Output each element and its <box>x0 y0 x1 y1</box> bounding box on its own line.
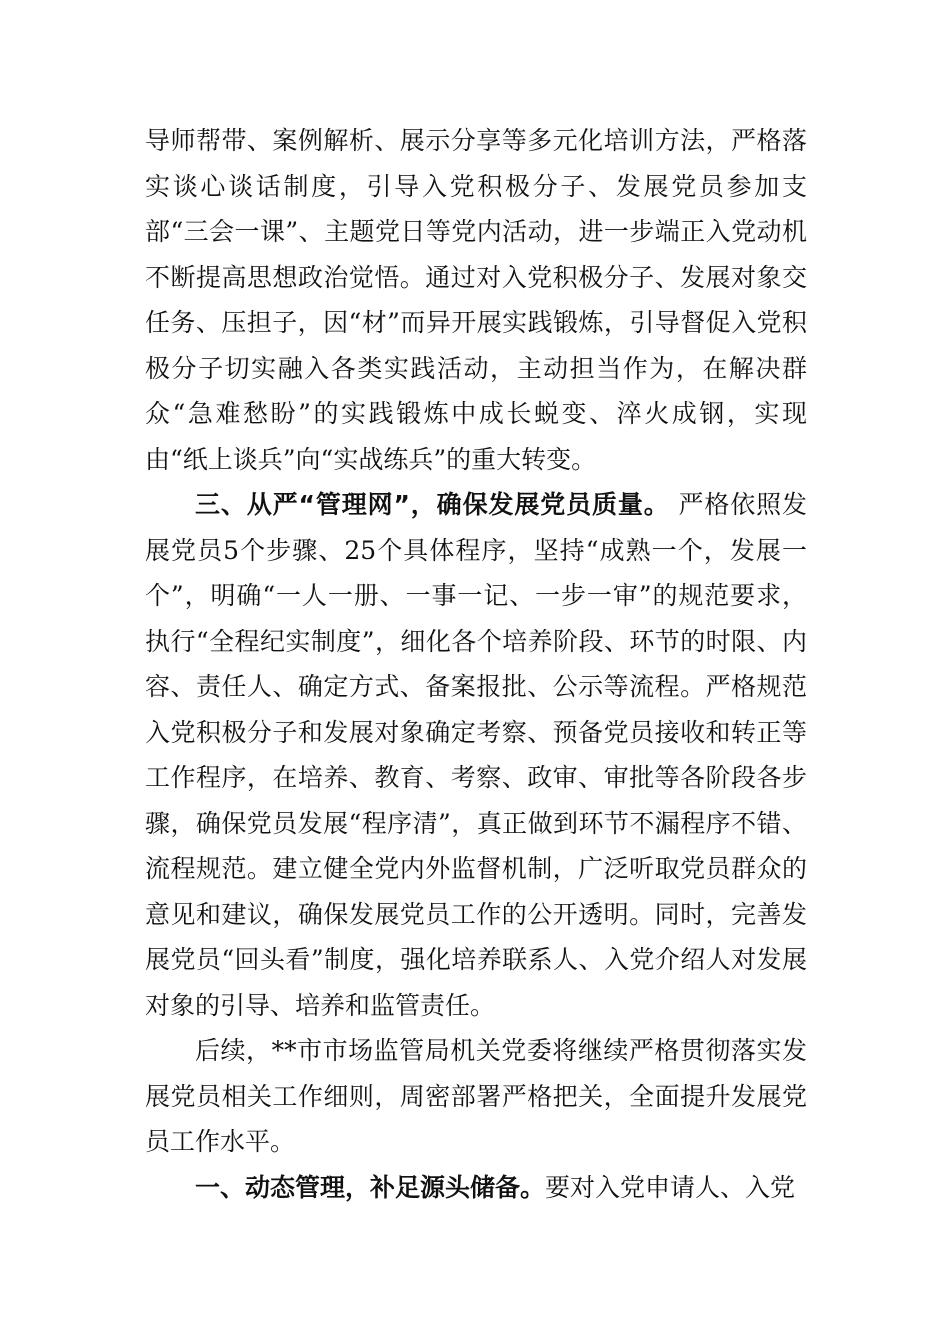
paragraph-section-one <box>145 1165 807 1211</box>
paragraph-section-three <box>145 482 807 1028</box>
document-body <box>145 118 807 1210</box>
paragraph-text: 后续，**市市场监管局机关党委将继续严格贯彻落实发展党员相关工作细则，周密部署严格把关，全面提升发展党员工作水平。 <box>145 1036 807 1156</box>
paragraph-text: 严格依照发展党员5个步骤、25个具体程序，坚持“成熟一个，发展一个”，明确“一人一册、一事一记、一步一审”的规范要求，执行“全程纪实制度”，细化各个培养阶段、环节的时限、内容、责任人、确定方式、备案报批、公示等流程。严格规范入党积极分子和发展对象确定考察、预备党员接收和转正等工作程序，在培养、教育、考察、政审、审批等各阶段各步骤，确保党员发展“程序清”，真正做到环节不漏程序不错、流程规范。建立健全党内外监督机制，广泛听取党员群众的意见和建议，确保发展党员工作的公开透明。同时，完善发展党员“回头看”制度，强化培养联系人、入党介绍人对发展对象的引导、培养和监管责任。 <box>145 490 807 1020</box>
paragraph-text: 要对入党申请人、入党 <box>545 1172 796 1202</box>
section-heading-management: 三、从严“管理网”，确保发展党员质量。 <box>195 490 670 519</box>
paragraph-text: 导师帮带、案例解析、展示分享等多元化培训方法，严格落实谈心谈话制度，引导入党积极分子、发展党员参加支部“三会一课”、主题党日等党内活动，进一步端正入党动机不断提高思想政治觉悟。通过对入党积极分子、发展对象交任务、压担子，因“材”而异开展实践锻炼，引导督促入党积极分子切实融入各类实践活动，主动担当作为，在解决群众“急难愁盼”的实践锻炼中成长蜕变、淬火成钢，实现由“纸上谈兵”向“实战练兵”的重大转变。 <box>145 126 807 474</box>
paragraph-follow-up <box>145 1028 807 1165</box>
section-heading-dynamic-management: 一、动态管理，补足源头储备。 <box>195 1172 546 1202</box>
paragraph-continued-training <box>145 118 807 482</box>
